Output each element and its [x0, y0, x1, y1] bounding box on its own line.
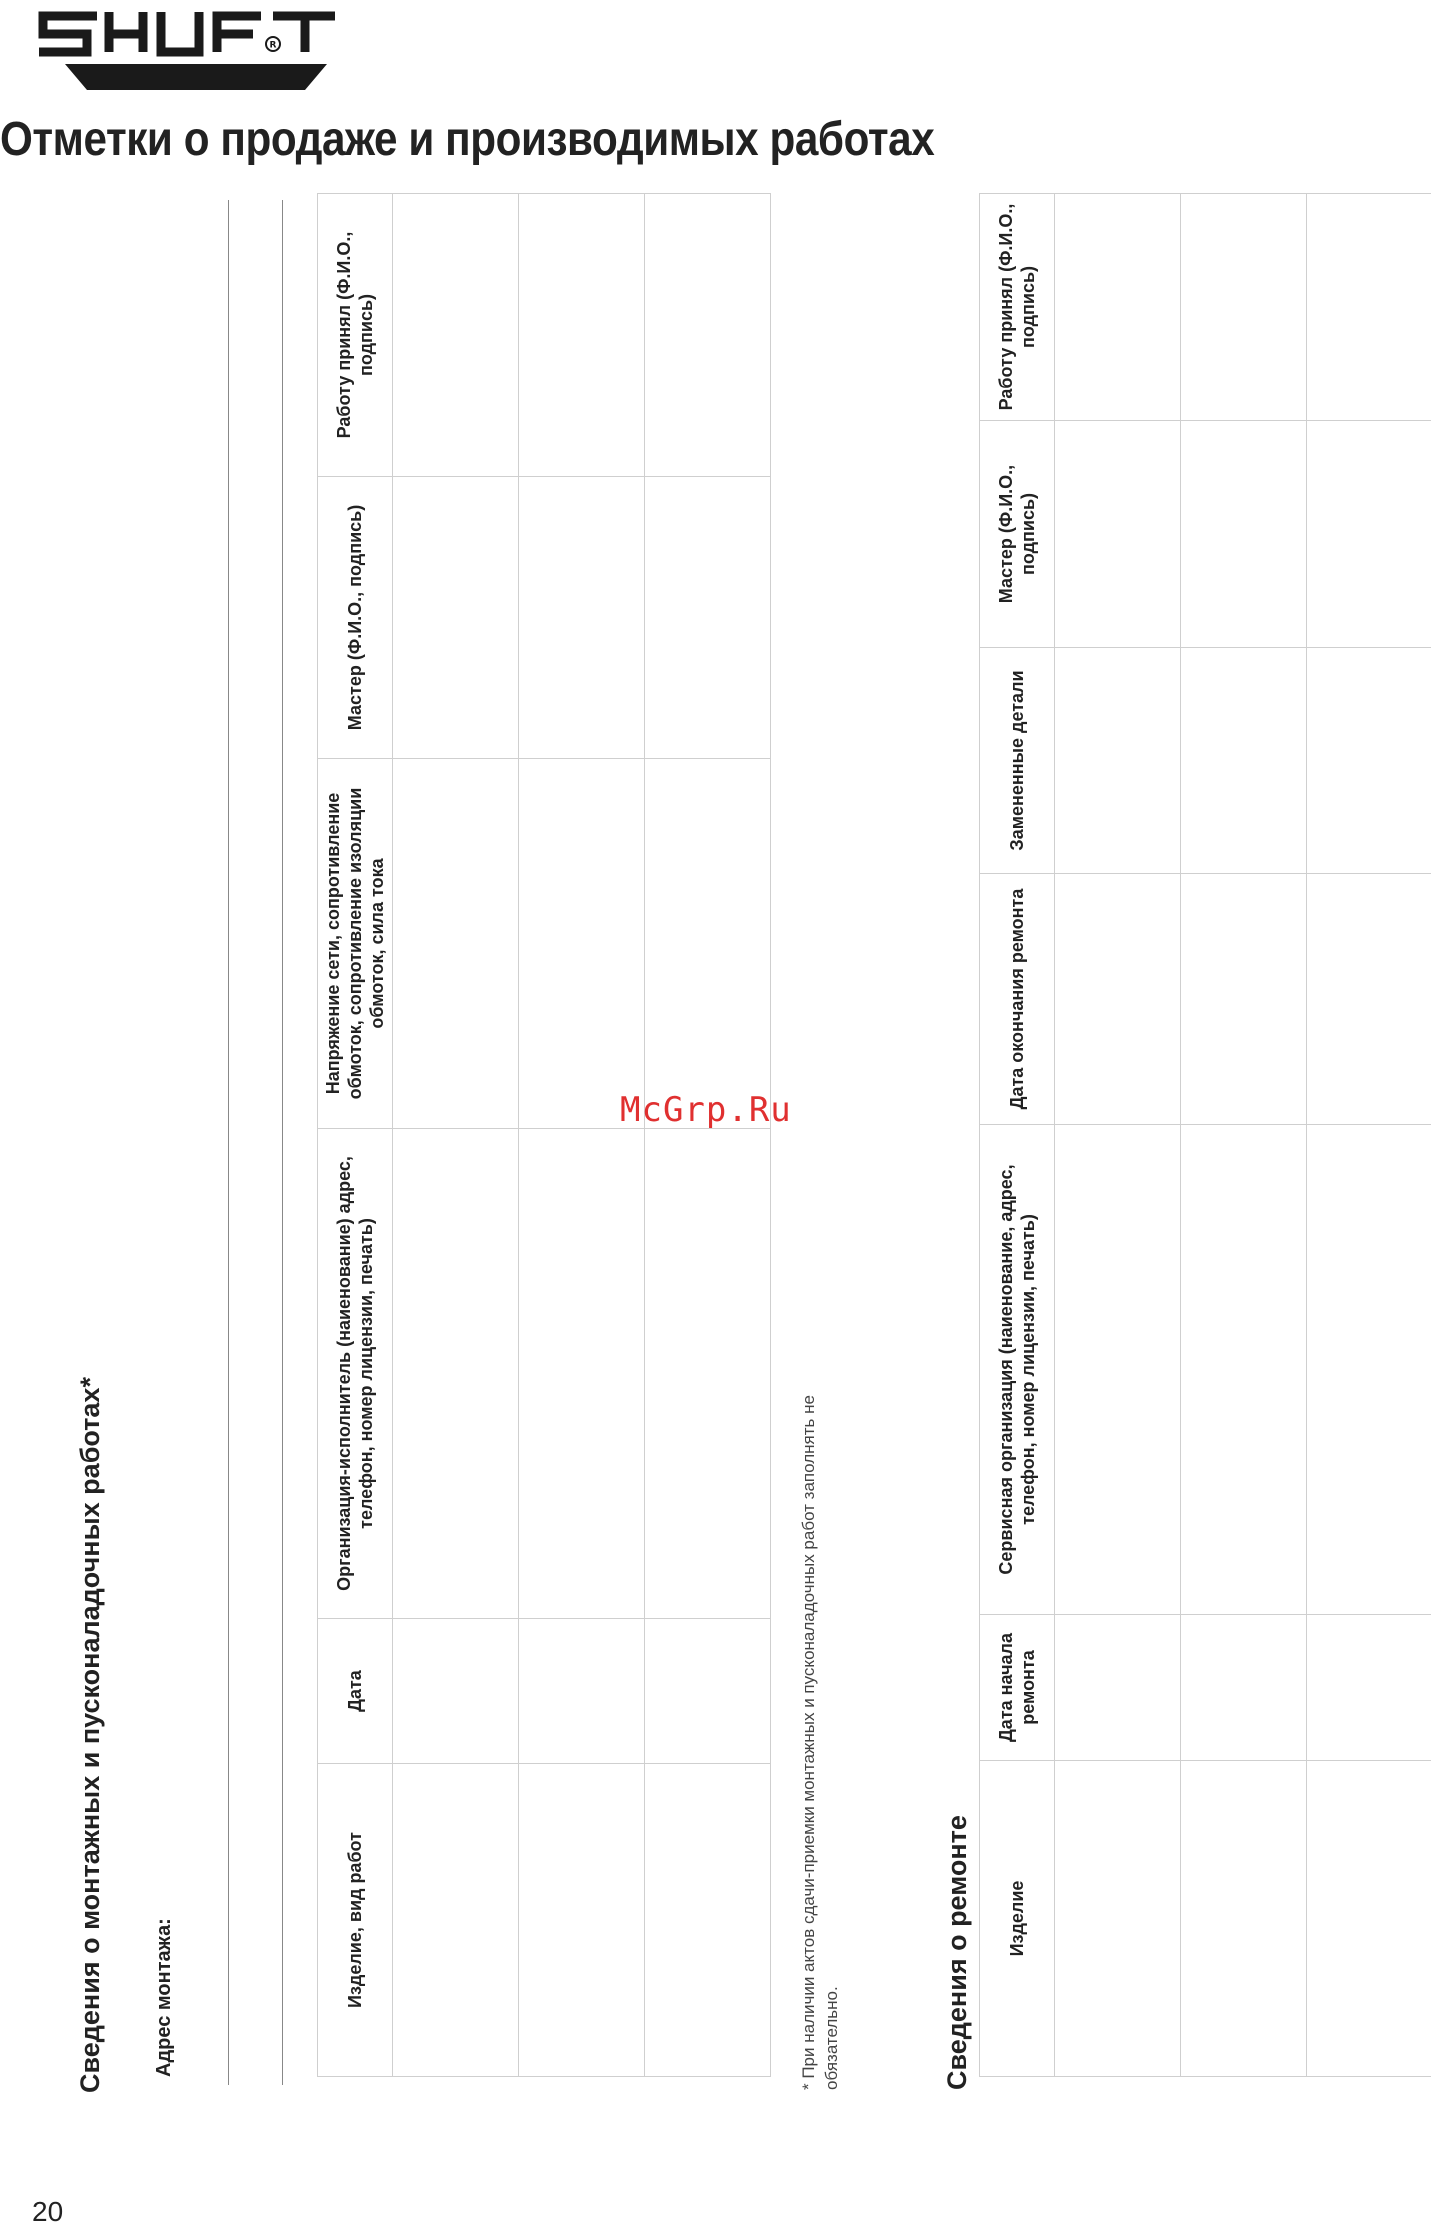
cell[interactable]: [1307, 1761, 1431, 2077]
cell[interactable]: [1055, 1761, 1181, 2077]
cell[interactable]: [1055, 194, 1181, 421]
cell[interactable]: [393, 1619, 519, 1764]
cell[interactable]: [519, 1764, 645, 2077]
watermark: McGrp.Ru: [620, 1090, 792, 1130]
col-master: Мастер (Ф.И.О., подпись): [318, 477, 393, 759]
col-measurements: Напряжение сети, сопротивление обмоток, сопротивление изоляции обмоток, сила тока: [318, 759, 393, 1129]
cell[interactable]: [393, 194, 519, 477]
page-title: Отметки о продаже и производимых работах: [0, 113, 935, 166]
cell[interactable]: [645, 1619, 771, 1764]
cell[interactable]: [393, 759, 519, 1129]
cell[interactable]: [1307, 1615, 1431, 1761]
cell[interactable]: [393, 477, 519, 759]
cell[interactable]: [1181, 1125, 1307, 1615]
repair-table-wrapper: [979, 193, 1431, 2077]
cell[interactable]: [519, 477, 645, 759]
installation-table: [317, 193, 771, 2077]
cell[interactable]: [1307, 648, 1431, 874]
cell[interactable]: [1055, 874, 1181, 1125]
cell[interactable]: [1307, 1125, 1431, 1615]
cell[interactable]: [1181, 874, 1307, 1125]
cell[interactable]: [1055, 1615, 1181, 1761]
cell[interactable]: [1181, 648, 1307, 874]
col-accepted: Работу принял (Ф.И.О., подпись): [318, 194, 393, 477]
cell[interactable]: [1307, 421, 1431, 648]
cell[interactable]: [1055, 648, 1181, 874]
installation-table-wrapper: [317, 193, 771, 2077]
table-row: [645, 194, 771, 2077]
installation-footnote: * При наличии актов сдачи-приемки монтажных и пусконаладочных работ заполнять не обязательно.: [799, 1395, 841, 2090]
col-product: Изделие: [980, 1761, 1055, 2077]
table-row: [393, 194, 519, 2077]
col-master: Мастер (Ф.И.О., подпись): [980, 421, 1055, 648]
svg-text:R: R: [269, 40, 277, 51]
cell[interactable]: [645, 759, 771, 1129]
repair-title: Сведения о ремонте: [942, 1815, 972, 2090]
cell[interactable]: [645, 1764, 771, 2077]
cell[interactable]: [1181, 194, 1307, 421]
cell[interactable]: [393, 1764, 519, 2077]
installation-title: Сведения о монтажных и пусконаладочных работах*: [75, 1377, 105, 2093]
cell[interactable]: [1055, 1125, 1181, 1615]
col-service-org: Сервисная организация (наиенование, адрес, телефон, номер лицензии, печать): [980, 1125, 1055, 1615]
col-organization: Организация-исполнитель (наиенование) адрес, телефон, номер лицензии, печать): [318, 1129, 393, 1619]
cell[interactable]: [645, 194, 771, 477]
page-number: 20: [32, 2196, 64, 2227]
cell[interactable]: [1181, 1615, 1307, 1761]
cell[interactable]: [1181, 1761, 1307, 2077]
address-line-2: [282, 200, 283, 2085]
cell[interactable]: [1181, 421, 1307, 648]
col-end-date: Дата окончания ремонта: [980, 874, 1055, 1125]
address-line-1: [228, 200, 229, 2085]
cell[interactable]: [519, 1619, 645, 1764]
col-accepted: Работу принял (Ф.И.О., подпись): [980, 194, 1055, 421]
address-label: Адрес монтажа:: [153, 1918, 175, 2077]
cell[interactable]: [645, 1129, 771, 1619]
col-replaced-parts: Замененные детали: [980, 648, 1055, 874]
repair-table: [979, 193, 1431, 2077]
col-start-date: Дата начала ремонта: [980, 1615, 1055, 1761]
cell[interactable]: [1307, 874, 1431, 1125]
cell[interactable]: [393, 1129, 519, 1619]
cell[interactable]: [519, 759, 645, 1129]
cell[interactable]: [1307, 194, 1431, 421]
table-row: [1181, 194, 1307, 2077]
cell[interactable]: [519, 194, 645, 477]
cell[interactable]: [645, 477, 771, 759]
table-row: [1307, 194, 1431, 2077]
shuft-logo: [35, 6, 380, 94]
col-product: Изделие, вид работ: [318, 1764, 393, 2077]
col-date: Дата: [318, 1619, 393, 1764]
cell[interactable]: [519, 1129, 645, 1619]
table-row: [519, 194, 645, 2077]
table-row: [1055, 194, 1181, 2077]
cell[interactable]: [1055, 421, 1181, 648]
